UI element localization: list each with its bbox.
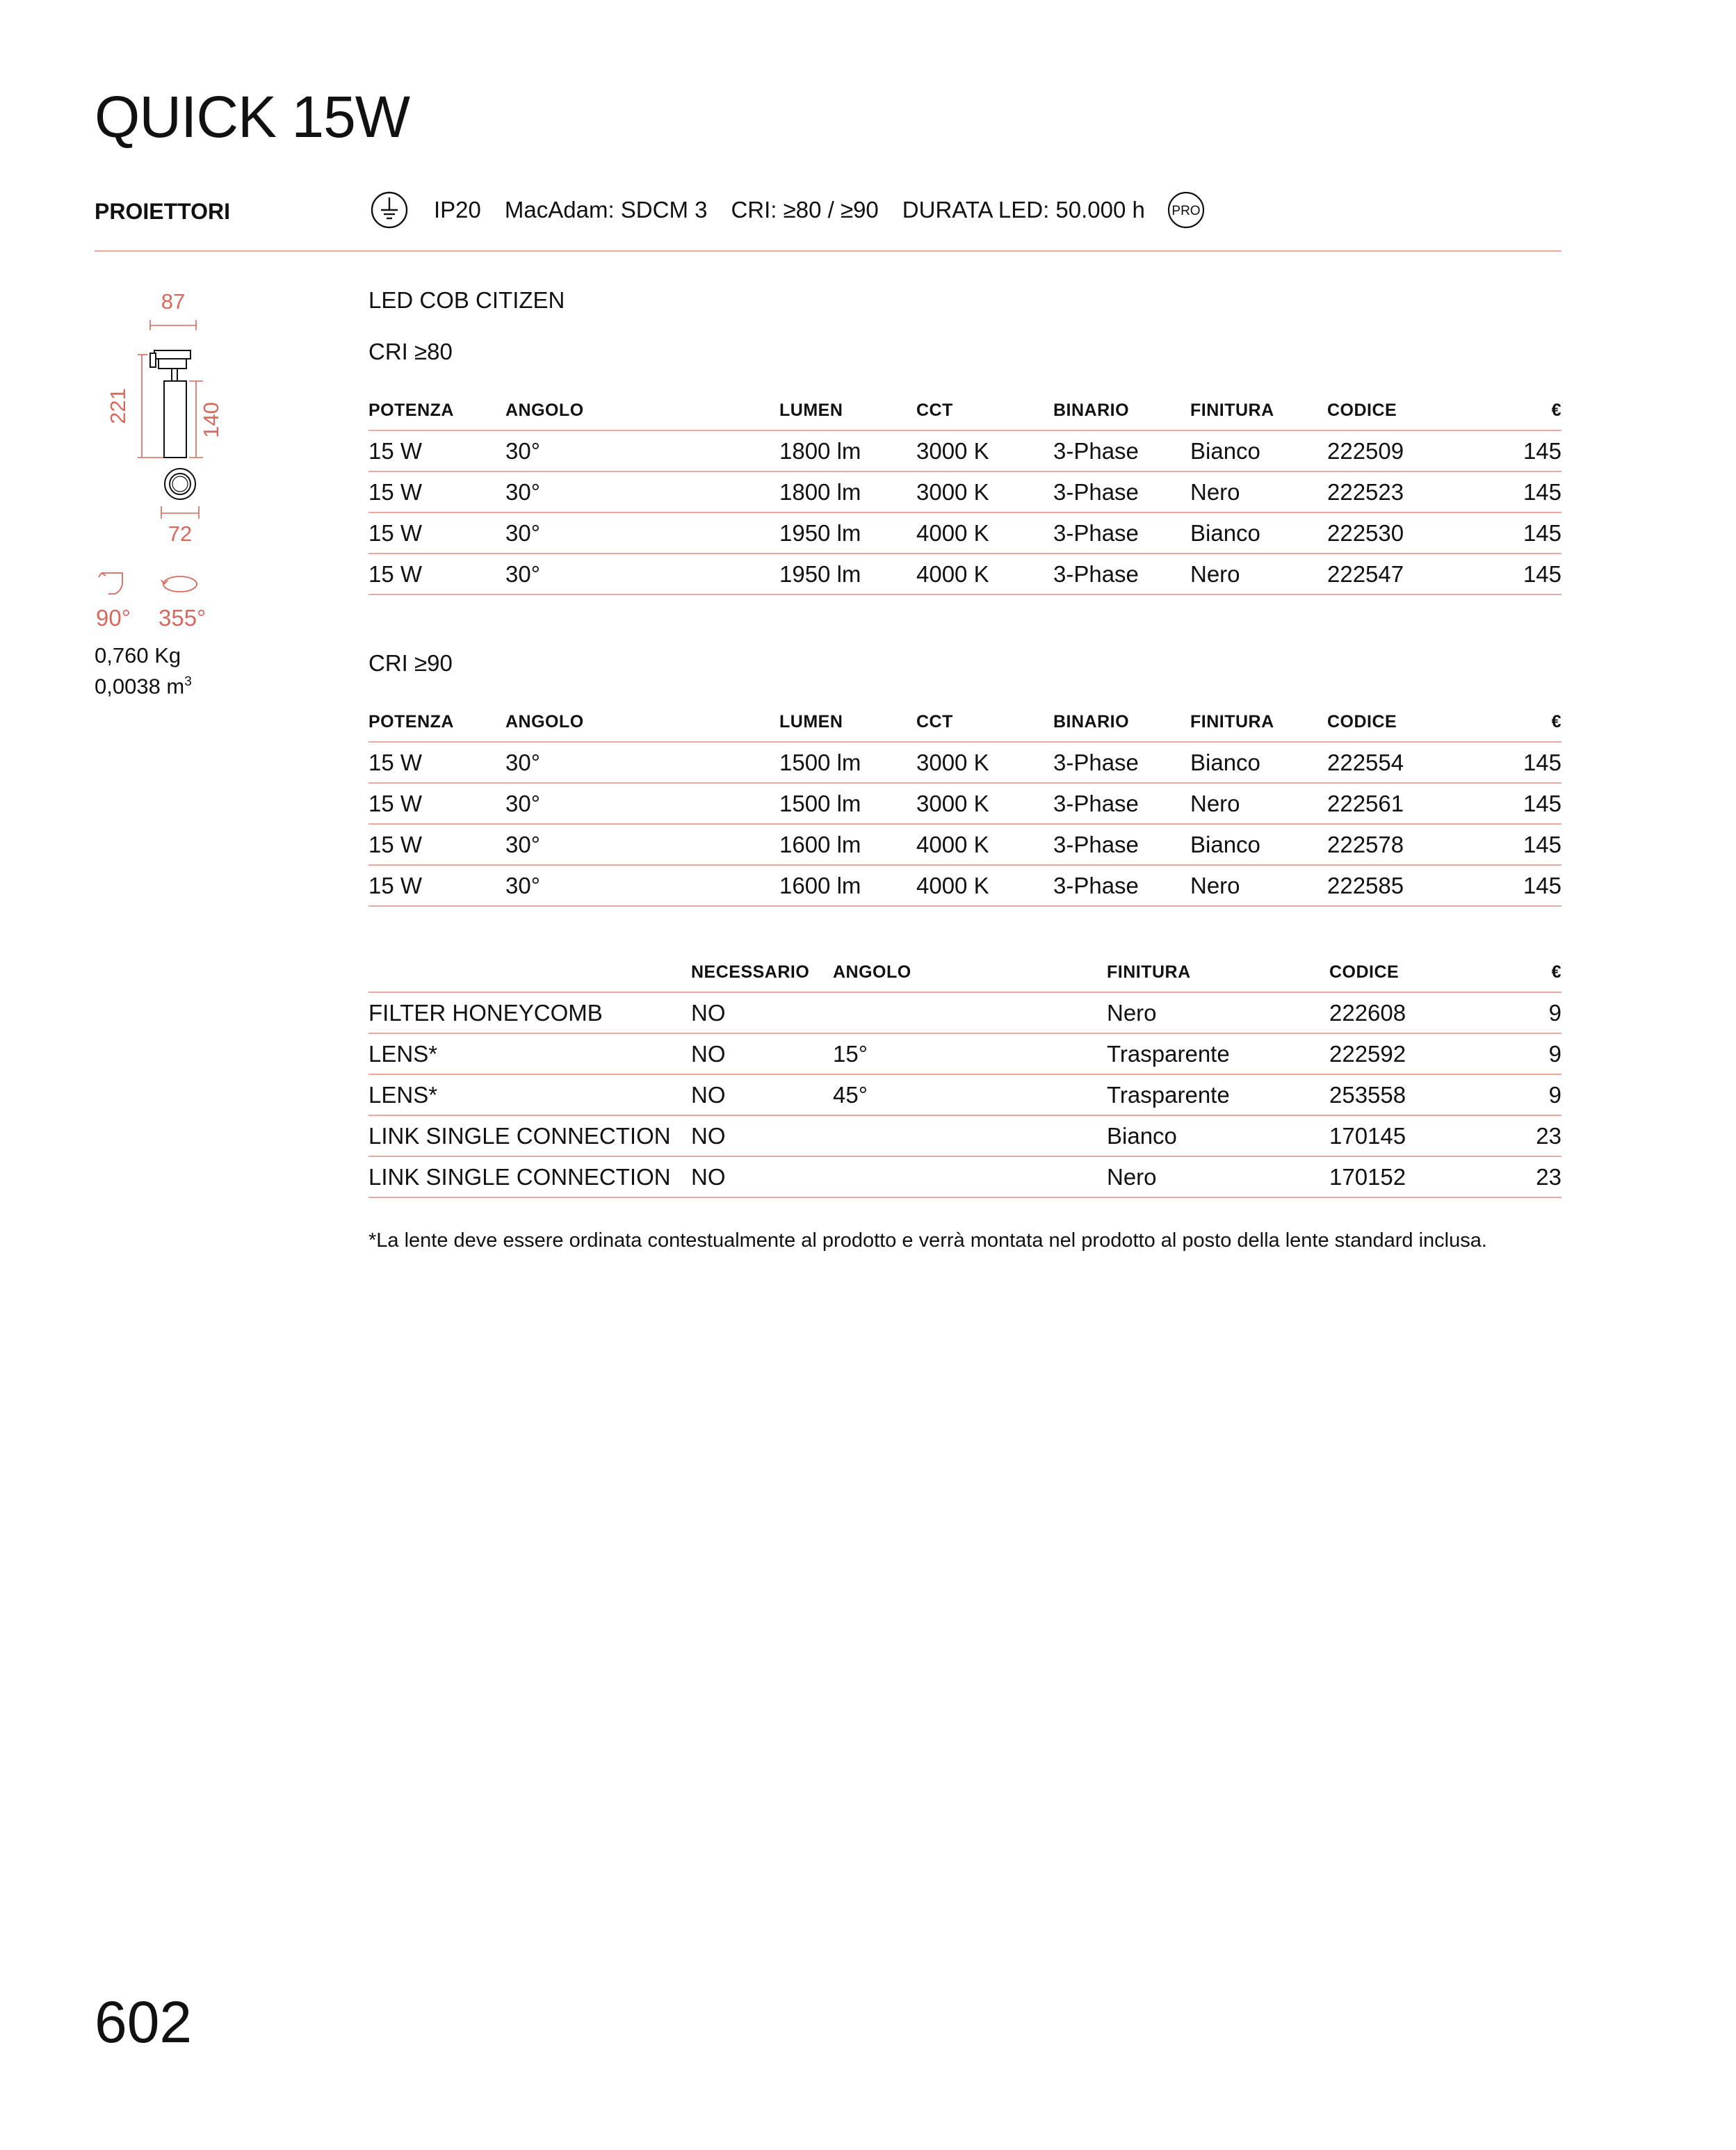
cell-cct: 4000 K: [916, 824, 1053, 865]
cell-lumen: 1800 lm: [779, 471, 916, 512]
page-number: 602: [95, 1989, 193, 2055]
cell-angolo: 30°: [505, 824, 779, 865]
cell-angolo: [833, 1156, 1107, 1197]
weight-volume-exp: 3: [184, 674, 192, 689]
tilt-angle: 90°: [96, 605, 131, 631]
cell-codice: 170152: [1329, 1156, 1466, 1197]
cell-necessario: NO: [691, 1033, 833, 1074]
cell-lumen: 1800 lm: [779, 430, 916, 471]
table-header-row: [368, 391, 1561, 430]
cell-potenza: 15 W: [368, 430, 505, 471]
cell-binario: 3-Phase: [1053, 865, 1190, 906]
cell-codice: 222530: [1327, 512, 1464, 553]
weight-info: [95, 642, 192, 700]
header-divider: [95, 250, 1561, 252]
cell-codice: 222554: [1327, 742, 1464, 783]
cell-angolo: [833, 1115, 1107, 1156]
cell-finitura: Nero: [1190, 865, 1327, 906]
cell-lumen: 1950 lm: [779, 553, 916, 595]
cell-potenza: 15 W: [368, 865, 505, 906]
cell-finitura: Trasparente: [1107, 1074, 1329, 1115]
col-angolo: ANGOLO: [833, 953, 1107, 992]
cell-price: 145: [1464, 783, 1561, 824]
led-source: LED COB CITIZEN: [368, 287, 565, 313]
cell-codice: 222592: [1329, 1033, 1466, 1074]
cell-necessario: NO: [691, 1156, 833, 1197]
cell-angolo: 30°: [505, 471, 779, 512]
cell-angolo: 30°: [505, 553, 779, 595]
cell-price: 9: [1466, 1074, 1561, 1115]
col-binario: BINARIO: [1053, 391, 1190, 430]
cell-finitura: Bianco: [1190, 430, 1327, 471]
technical-drawing: [83, 278, 264, 560]
table-row: [368, 1115, 1561, 1156]
cell-codice: 222523: [1327, 471, 1464, 512]
cell-price: 23: [1466, 1156, 1561, 1197]
col-binario: BINARIO: [1053, 702, 1190, 742]
table-row: [368, 865, 1561, 906]
cell-cct: 4000 K: [916, 865, 1053, 906]
cell-codice: 222578: [1327, 824, 1464, 865]
cell-cct: 4000 K: [916, 553, 1053, 595]
dim-bottom-label: 72: [168, 522, 193, 546]
spec-ip: IP20: [434, 197, 481, 223]
cell-price: 145: [1464, 824, 1561, 865]
cell-potenza: 15 W: [368, 553, 505, 595]
cell-finitura: Bianco: [1190, 512, 1327, 553]
cell-lumen: 1600 lm: [779, 824, 916, 865]
table-row: [368, 1074, 1561, 1115]
pan-angle: 355°: [159, 605, 206, 631]
col-price: €: [1464, 702, 1561, 742]
table-row: [368, 783, 1561, 824]
dim-total-height-label: 221: [106, 388, 130, 424]
col-lumen: LUMEN: [779, 391, 916, 430]
col-cct: CCT: [916, 391, 1053, 430]
cell-angolo: 30°: [505, 512, 779, 553]
cell-binario: 3-Phase: [1053, 512, 1190, 553]
spec-durata: DURATA LED: 50.000 h: [902, 197, 1145, 223]
table-header-row: [368, 702, 1561, 742]
spec-macadam: MacAdam: SDCM 3: [504, 197, 708, 223]
cell-necessario: NO: [691, 992, 833, 1033]
col-angolo: ANGOLO: [505, 391, 779, 430]
table-row: [368, 430, 1561, 471]
cell-codice: 253558: [1329, 1074, 1466, 1115]
cell-binario: 3-Phase: [1053, 742, 1190, 783]
cell-potenza: 15 W: [368, 512, 505, 553]
cell-price: 145: [1464, 742, 1561, 783]
cri80-label: CRI ≥80: [368, 339, 453, 364]
cell-binario: 3-Phase: [1053, 824, 1190, 865]
col-price: €: [1464, 391, 1561, 430]
cell-price: 145: [1464, 471, 1561, 512]
cell-cct: 3000 K: [916, 430, 1053, 471]
cri90-table: [368, 702, 1561, 907]
weight-volume: 0,0038 m: [95, 674, 185, 699]
dim-body-height-label: 140: [199, 402, 223, 438]
cell-binario: 3-Phase: [1053, 430, 1190, 471]
cell-cct: 4000 K: [916, 512, 1053, 553]
pan-rotation-icon: [163, 576, 197, 592]
footnote: *La lente deve essere ordinata contestualmente al prodotto e verrà montata nel prodotto al posto della lente standard inclusa.: [368, 1229, 1487, 1252]
cell-accessorio: LINK SINGLE CONNECTION: [368, 1115, 691, 1156]
cell-angolo: 45°: [833, 1074, 1107, 1115]
cell-codice: 170145: [1329, 1115, 1466, 1156]
cell-finitura: Bianco: [1107, 1115, 1329, 1156]
cell-price: 145: [1464, 553, 1561, 595]
cell-finitura: Bianco: [1190, 742, 1327, 783]
col-angolo: ANGOLO: [505, 702, 779, 742]
accessories-table: [368, 953, 1561, 1198]
page-title: QUICK 15W: [95, 84, 410, 149]
cell-angolo: 30°: [505, 742, 779, 783]
cell-price: 145: [1464, 430, 1561, 471]
cell-accessorio: LINK SINGLE CONNECTION: [368, 1156, 691, 1197]
cri90-label: CRI ≥90: [368, 650, 453, 676]
earth-class-icon: [368, 189, 410, 231]
cell-cct: 3000 K: [916, 742, 1053, 783]
cell-accessorio: LENS*: [368, 1074, 691, 1115]
spec-cri: CRI: ≥80 / ≥90: [731, 197, 879, 223]
cell-potenza: 15 W: [368, 742, 505, 783]
cell-binario: 3-Phase: [1053, 471, 1190, 512]
cell-price: 145: [1464, 865, 1561, 906]
table-row: [368, 1156, 1561, 1197]
cell-finitura: Nero: [1190, 471, 1327, 512]
col-potenza: POTENZA: [368, 702, 505, 742]
cell-codice: 222585: [1327, 865, 1464, 906]
col-finitura: FINITURA: [1190, 391, 1327, 430]
cell-accessorio: LENS*: [368, 1033, 691, 1074]
cell-price: 145: [1464, 512, 1561, 553]
tilt-rotation-icon: [102, 573, 122, 594]
cell-codice: 222561: [1327, 783, 1464, 824]
cell-codice: 222608: [1329, 992, 1466, 1033]
cell-finitura: Nero: [1107, 1156, 1329, 1197]
cell-lumen: 1950 lm: [779, 512, 916, 553]
cell-binario: 3-Phase: [1053, 553, 1190, 595]
col-accessorio: [368, 953, 691, 992]
col-price: €: [1466, 953, 1561, 992]
weight-volume-line: [95, 669, 192, 700]
cell-necessario: NO: [691, 1074, 833, 1115]
col-finitura: FINITURA: [1190, 702, 1327, 742]
pro-badge-text: PRO: [1171, 204, 1201, 218]
cell-angolo: 30°: [505, 865, 779, 906]
cell-accessorio: FILTER HONEYCOMB: [368, 992, 691, 1033]
cell-potenza: 15 W: [368, 824, 505, 865]
cell-angolo: 30°: [505, 430, 779, 471]
category-label: PROIETTORI: [95, 199, 230, 224]
table-row: [368, 992, 1561, 1033]
rotation-info: [95, 570, 234, 636]
table-row: [368, 1033, 1561, 1074]
table-row: [368, 512, 1561, 553]
cell-cct: 3000 K: [916, 471, 1053, 512]
cell-cct: 3000 K: [916, 783, 1053, 824]
table-row: [368, 824, 1561, 865]
table-row: [368, 471, 1561, 512]
cell-codice: 222547: [1327, 553, 1464, 595]
dim-top-label: 87: [161, 289, 186, 314]
cell-lumen: 1500 lm: [779, 783, 916, 824]
cell-lumen: 1600 lm: [779, 865, 916, 906]
cell-price: 9: [1466, 992, 1561, 1033]
spec-bar: [368, 182, 1206, 238]
col-codice: CODICE: [1327, 702, 1464, 742]
table-row: [368, 553, 1561, 595]
cell-finitura: Bianco: [1190, 824, 1327, 865]
cell-finitura: Trasparente: [1107, 1033, 1329, 1074]
cell-angolo: [833, 992, 1107, 1033]
cell-potenza: 15 W: [368, 783, 505, 824]
cri80-table: [368, 391, 1561, 595]
col-lumen: LUMEN: [779, 702, 916, 742]
weight-mass: 0,760 Kg: [95, 643, 181, 668]
cell-potenza: 15 W: [368, 471, 505, 512]
col-potenza: POTENZA: [368, 391, 505, 430]
cell-angolo: 30°: [505, 783, 779, 824]
table-header-row: [368, 953, 1561, 992]
cell-codice: 222509: [1327, 430, 1464, 471]
pro-badge-icon: [1166, 190, 1206, 230]
col-necessario: NECESSARIO: [691, 953, 833, 992]
col-codice: CODICE: [1329, 953, 1466, 992]
cell-price: 23: [1466, 1115, 1561, 1156]
cell-finitura: Nero: [1190, 783, 1327, 824]
col-cct: CCT: [916, 702, 1053, 742]
cell-lumen: 1500 lm: [779, 742, 916, 783]
cell-finitura: Nero: [1190, 553, 1327, 595]
cell-necessario: NO: [691, 1115, 833, 1156]
col-codice: CODICE: [1327, 391, 1464, 430]
cell-angolo: 15°: [833, 1033, 1107, 1074]
col-finitura: FINITURA: [1107, 953, 1329, 992]
cell-binario: 3-Phase: [1053, 783, 1190, 824]
cell-price: 9: [1466, 1033, 1561, 1074]
table-row: [368, 742, 1561, 783]
cell-finitura: Nero: [1107, 992, 1329, 1033]
